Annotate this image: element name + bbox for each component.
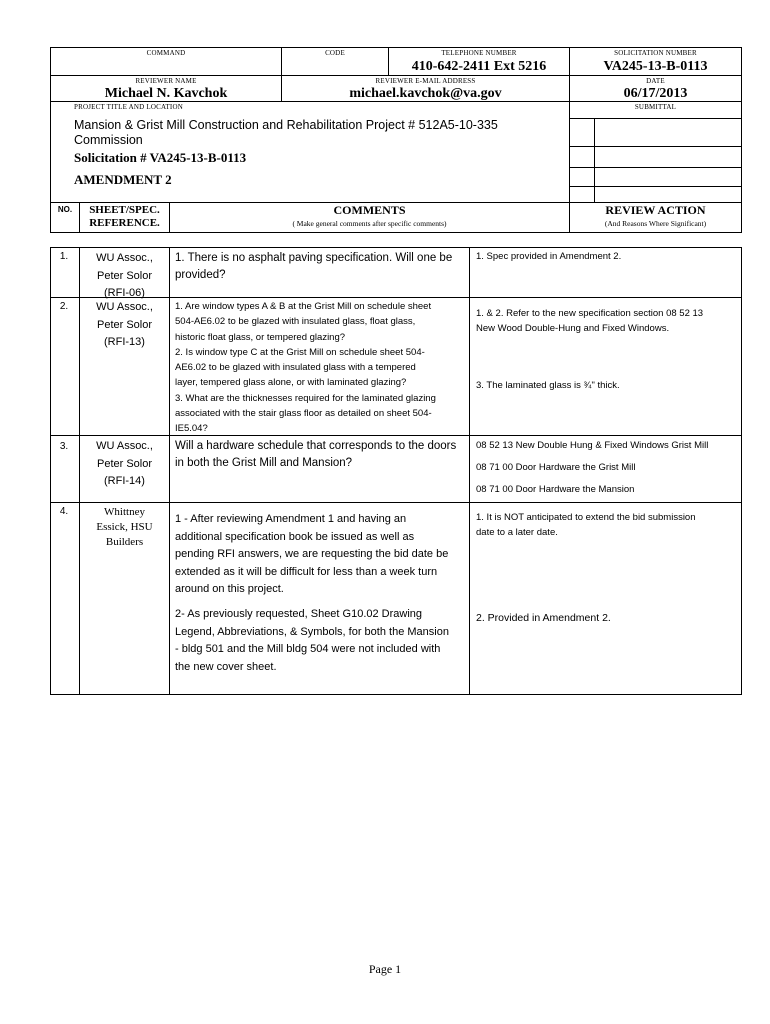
telephone-value: 410-642-2411 Ext 5216 [411,59,547,74]
rule [50,502,742,503]
row-reference: WU Assoc., Peter Solor (RFI-06) [96,252,153,299]
rule [50,47,51,233]
row-comment: Will a hardware schedule that corresponds to the doors in both the Grist Mill and Mansion? [175,440,457,469]
rule [741,47,742,233]
project-amendment: AMENDMENT 2 [74,172,172,187]
col-review-header: REVIEW ACTION [605,203,706,217]
row-comment: 1. Are window types A & B at the Grist Mill on schedule sheet 504-AE6.02 to be glazed with insulated glass, float glass, historic float glass, or tempered glazing? 2. Is window type C at the Grist Mill on schedule sheet 504- AE6.02 to be glazed with insulated glass with a tempered layer, tempered glass alone, or with laminated glazing? 3. What are the thicknesses required for the laminated glazing associated with the stair glass floor as detailed on sheet 504- IE5.04? [175,301,436,435]
col-sheet-header [80,204,169,230]
page-number: Page 1 [368,962,402,976]
row-action: 08 71 00 Door Hardware the Mansion [476,484,635,495]
row-number: 3. [59,441,69,452]
project-label: PROJECT TITLE AND LOCATION [74,103,183,111]
email-value: michael.kavchok@va.gov [349,86,502,101]
date-label: DATE [646,77,665,85]
solicitation-value: VA245-13-B-0113 [603,59,708,74]
col-review-note: (And Reasons Where Significant) [604,219,707,228]
project-title: Mansion & Grist Mill Construction and Rehabilitation Project # 512A5-10-335 [74,118,498,132]
row-comment: 1 - After reviewing Amendment 1 and having an additional specification book be issued as well as pending RFI answers, we are requesting the bid date be extended as it will be difficult for less than a week turn around on this project. [175,513,449,595]
row-action: 08 71 00 Door Hardware the Grist Mill [476,462,636,473]
rule [741,247,742,695]
col-no-header: NO. [57,205,73,214]
row-number: 1. [59,251,69,262]
row-number: 2. [59,301,69,312]
telephone-label: TELEPHONE NUMBER [441,49,517,57]
row-action: 1. Spec provided in Amendment 2. [476,251,622,262]
row-comment: 2- As previously requested, Sheet G10.02 Drawing Legend, Abbreviations, & Symbols, for both the Mansion - bldg 501 and the Mill bldg 504 were not included with the new cover sheet. [175,608,449,673]
rule [469,247,470,695]
code-label: CODE [325,49,345,57]
date-value: 06/17/2013 [623,86,688,101]
row-reference: Whittney Essick, HSU Builders [96,506,153,548]
reviewer-label: REVIEWER NAME [135,77,197,85]
command-label: COMMAND [146,49,186,57]
col-sheet-line2: REFERENCE. [89,217,160,229]
submittal-label: SUBMITTAL [634,103,677,111]
rule [50,247,742,248]
row-number: 4. [59,506,69,517]
reviewer-value: Michael N. Kavchok [104,86,228,101]
row-action: 2. Provided in Amendment 2. [476,612,611,624]
solicitation-label: SOLICITATION NUMBER [614,49,697,57]
rule [50,47,742,48]
row-comment: 1. There is no asphalt paving specification. Will one be provided? [175,252,453,281]
col-comments-header: COMMENTS [333,203,406,217]
email-label: REVIEWER E-MAIL ADDRESS [375,77,476,85]
col-sheet-line1: SHEET/SPEC. [89,204,160,216]
rule [594,118,595,203]
rule [50,247,51,695]
project-solicitation: Solicitation # VA245-13-B-0113 [74,150,247,165]
row-action: 08 52 13 New Double Hung & Fixed Windows Grist Mill [476,440,709,451]
rule [50,75,742,76]
row-action: 1. It is NOT anticipated to extend the bid submission date to a later date. [476,512,696,538]
rule [169,247,170,695]
row-reference: WU Assoc., Peter Solor (RFI-14) [96,440,153,487]
project-location: Commission [74,133,143,147]
row-action: 1. & 2. Refer to the new specification section 08 52 13 New Wood Double-Hung and Fixed Windows. [476,308,704,334]
row-reference: WU Assoc., Peter Solor (RFI-13) [96,301,153,348]
row-action: 3. The laminated glass is ¾" thick. [476,380,620,391]
rule [50,694,742,695]
col-comments-note: ( Make general comments after specific comments) [292,219,447,228]
rule [50,232,742,233]
